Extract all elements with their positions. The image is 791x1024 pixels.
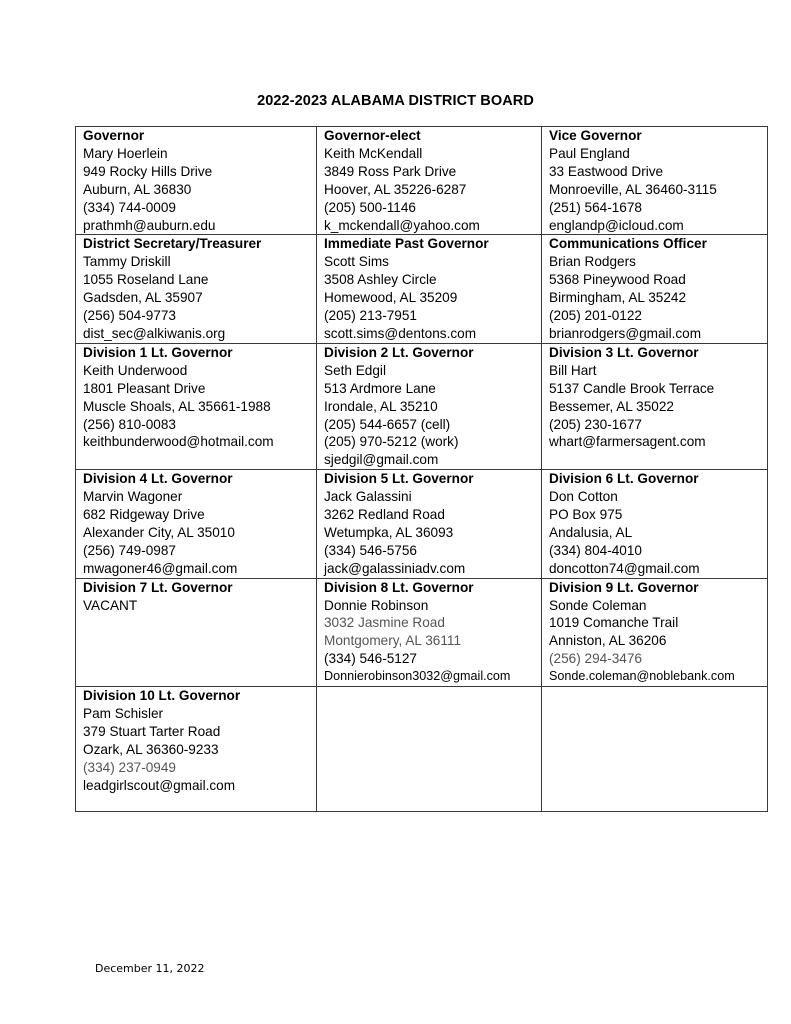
member-phone: (205) 213-7951: [324, 308, 417, 324]
member-email: sjedgil@gmail.com: [324, 452, 439, 468]
empty-cell: [317, 687, 542, 812]
member-name: Brian Rodgers: [549, 254, 636, 270]
position-title: Division 10 Lt. Governor: [83, 688, 241, 704]
member-address: PO Box 975: [549, 507, 623, 523]
member-email: doncotton74@gmail.com: [549, 560, 700, 576]
position-title: District Secretary/Treasurer: [83, 236, 262, 252]
member-address: 33 Eastwood Drive: [549, 163, 664, 179]
member-address: 1801 Pleasant Drive: [83, 380, 206, 396]
member-city: Wetumpka, AL 36093: [324, 524, 454, 540]
member-city: Auburn, AL 36830: [83, 181, 192, 197]
member-name: Bill Hart: [549, 362, 597, 378]
vacant-status: VACANT: [83, 597, 138, 613]
member-city: Muscle Shoals, AL 35661-1988: [83, 398, 271, 414]
member-email: leadgirlscout@gmail.com: [83, 777, 236, 793]
board-cell-immediate-past-governor: [317, 235, 542, 343]
board-cell-division-2: [317, 343, 542, 469]
member-city: Anniston, AL 36206: [549, 633, 667, 649]
position-title: Division 4 Lt. Governor: [83, 471, 233, 487]
board-cell-division-1: [76, 343, 317, 469]
member-phone: (334) 546-5127: [324, 651, 417, 667]
board-cell-communications-officer: [542, 235, 768, 343]
member-name: Paul England: [549, 145, 630, 161]
board-cell-division-10: [76, 687, 317, 812]
member-address: 379 Stuart Tarter Road: [83, 723, 221, 739]
board-cell-governor: [76, 127, 317, 235]
member-email: scott.sims@dentons.com: [324, 325, 477, 341]
member-email: dist_sec@alkiwanis.org: [83, 325, 226, 341]
table-row: [76, 343, 768, 469]
board-cell-division-4: [76, 470, 317, 578]
board-cell-vice-governor: [542, 127, 768, 235]
position-title: Division 1 Lt. Governor: [83, 344, 233, 360]
member-name: Keith McKendall: [324, 145, 423, 161]
table-row: [76, 470, 768, 578]
board-cell-division-7: [76, 578, 317, 686]
member-address: 3262 Redland Road: [324, 507, 445, 523]
member-city: Bessemer, AL 35022: [549, 398, 674, 414]
table-row: [76, 235, 768, 343]
member-name: Marvin Wagoner: [83, 489, 183, 505]
member-name: Donnie Robinson: [324, 597, 429, 613]
member-email: mwagoner46@gmail.com: [83, 560, 238, 576]
member-address: 1055 Roseland Lane: [83, 272, 209, 288]
position-title: Immediate Past Governor: [324, 236, 489, 252]
member-email: Donnierobinson3032@gmail.com: [324, 669, 511, 684]
position-title: Vice Governor: [549, 128, 642, 143]
board-cell-division-6: [542, 470, 768, 578]
position-title: Division 2 Lt. Governor: [324, 344, 474, 360]
board-cell-division-9: [542, 578, 768, 686]
member-name: Scott Sims: [324, 254, 389, 270]
member-phone: (334) 237-0949: [83, 759, 176, 775]
member-address: 5137 Candle Brook Terrace: [549, 380, 715, 396]
member-name: Seth Edgil: [324, 362, 386, 378]
board-cell-division-5: [317, 470, 542, 578]
district-board-table: [75, 126, 768, 812]
board-cell-division-3: [542, 343, 768, 469]
member-address: 949 Rocky Hills Drive: [83, 163, 213, 179]
member-address: 682 Ridgeway Drive: [83, 507, 205, 523]
member-name: Keith Underwood: [83, 362, 188, 378]
member-phone: (205) 201-0122: [549, 308, 642, 324]
table-row: [76, 127, 768, 235]
member-address: 3032 Jasmine Road: [324, 615, 445, 631]
member-phone-work: (205) 970-5212 (work): [324, 434, 459, 450]
footer-date: December 11, 2022: [95, 962, 205, 975]
member-email: brianrodgers@gmail.com: [549, 325, 702, 341]
member-city: Montgomery, AL 36111: [324, 633, 462, 649]
member-city: Irondale, AL 35210: [324, 398, 438, 414]
member-name: Pam Schisler: [83, 706, 164, 721]
member-email: Sonde.coleman@noblebank.com: [549, 669, 735, 684]
table-row: [76, 578, 768, 686]
member-name: Tammy Driskill: [83, 254, 171, 270]
member-name: Jack Galassini: [324, 489, 412, 505]
member-email: prathmh@auburn.edu: [83, 217, 216, 233]
member-city: Hoover, AL 35226-6287: [324, 181, 467, 197]
member-phone: (256) 504-9773: [83, 308, 176, 324]
position-title: Governor: [83, 128, 145, 143]
member-phone: (256) 294-3476: [549, 651, 642, 667]
member-email: k_mckendall@yahoo.com: [324, 217, 480, 233]
member-city: Monroeville, AL 36460-3115: [549, 181, 717, 197]
position-title: Division 9 Lt. Governor: [549, 579, 699, 595]
table-row: [76, 687, 768, 812]
member-phone-cell: (205) 544-6657 (cell): [324, 416, 451, 432]
position-title: Division 6 Lt. Governor: [549, 471, 699, 487]
member-email: whart@farmersagent.com: [549, 434, 706, 450]
member-email: englandp@icloud.com: [549, 217, 684, 233]
position-title: Communications Officer: [549, 236, 707, 252]
member-email: keithbunderwood@hotmail.com: [83, 434, 274, 450]
member-phone: (334) 546-5756: [324, 542, 417, 558]
position-title: Division 3 Lt. Governor: [549, 344, 699, 360]
member-address: 5368 Pineywood Road: [549, 272, 686, 288]
member-phone: (256) 749-0987: [83, 542, 176, 558]
position-title: Division 8 Lt. Governor: [324, 579, 474, 595]
board-cell-secretary-treasurer: [76, 235, 317, 343]
member-phone: (334) 744-0009: [83, 199, 176, 215]
page-title: 2022-2023 ALABAMA DISTRICT BOARD: [257, 93, 534, 109]
position-title: Division 7 Lt. Governor: [83, 579, 233, 595]
member-phone: (205) 500-1146: [324, 199, 416, 215]
board-cell-division-8: [317, 578, 542, 686]
member-phone: (205) 230-1677: [549, 416, 642, 432]
member-address: 1019 Comanche Trail: [549, 615, 679, 631]
member-city: Gadsden, AL 35907: [83, 290, 203, 306]
member-phone: (334) 804-4010: [549, 542, 642, 558]
member-name: Sonde Coleman: [549, 597, 647, 613]
member-name: Mary Hoerlein: [83, 145, 168, 161]
member-address: 513 Ardmore Lane: [324, 380, 436, 396]
member-city: Birmingham, AL 35242: [549, 290, 687, 306]
member-address: 3849 Ross Park Drive: [324, 163, 457, 179]
member-address: 3508 Ashley Circle: [324, 272, 437, 288]
member-email: jack@galassiniadv.com: [324, 560, 466, 576]
empty-cell: [542, 687, 768, 812]
position-title: Division 5 Lt. Governor: [324, 471, 474, 487]
board-cell-governor-elect: [317, 127, 542, 235]
member-city: Andalusia, AL: [549, 524, 633, 540]
member-city: Homewood, AL 35209: [324, 290, 458, 306]
member-name: Don Cotton: [549, 489, 618, 505]
member-city: Ozark, AL 36360-9233: [83, 741, 219, 757]
member-city: Alexander City, AL 35010: [83, 524, 235, 540]
position-title: Governor-elect: [324, 128, 421, 143]
member-phone: (256) 810-0083: [83, 416, 176, 432]
member-phone: (251) 564-1678: [549, 199, 642, 215]
